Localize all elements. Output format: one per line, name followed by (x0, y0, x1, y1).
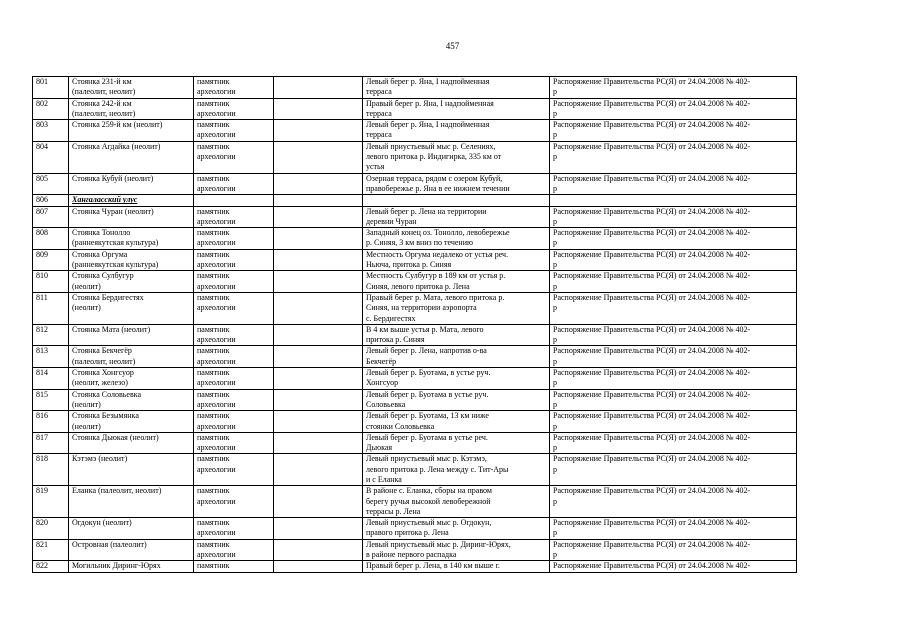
monument-type: памятник археологии (194, 368, 274, 390)
monument-type: памятник археологии (194, 206, 274, 228)
table-row (33, 346, 797, 368)
heritage-registry-table (32, 76, 797, 573)
section-title: Хангаласский улус (69, 195, 194, 206)
monument-name: Островная (палеолит) (69, 539, 194, 561)
row-number: 812 (33, 324, 69, 346)
monument-name: Стоянка Безымянка (неолит) (69, 411, 194, 433)
monument-name: Стоянка Агдайка (неолит) (69, 141, 194, 173)
monument-type: памятник археологии (194, 324, 274, 346)
monument-location: Левый берег р. Яна, I надпойменная терраса (363, 77, 550, 99)
table-row (33, 454, 797, 486)
section-header-body (33, 195, 797, 206)
monument-name: Стоянка Тонолло (раннеякутская культура) (69, 228, 194, 250)
row-number: 808 (33, 228, 69, 250)
table-row (33, 228, 797, 250)
section-empty-cell (274, 195, 363, 206)
monument-name: Стоянка Бекчегёр (палеолит, неолит) (69, 346, 194, 368)
monument-type: памятник археологии (194, 173, 274, 195)
row-number: 822 (33, 561, 69, 572)
monument-type: памятник археологии (194, 454, 274, 486)
table-row (33, 141, 797, 173)
monument-type: памятник археологии (194, 77, 274, 99)
table-row (33, 120, 797, 142)
monument-name: Стоянка 259-й км (неолит) (69, 120, 194, 142)
table-row (33, 292, 797, 324)
legal-document: Распоряжение Правительства РС(Я) от 24.04.2008 № 402- р (550, 346, 797, 368)
empty-cell (274, 411, 363, 433)
empty-cell (274, 454, 363, 486)
monument-type: памятник археологии (194, 141, 274, 173)
empty-cell (274, 292, 363, 324)
monument-location: Левый берег р. Буотама в устье руч. Соловьевка (363, 389, 550, 411)
monument-type: памятник археологии (194, 98, 274, 120)
monument-name: Стоянка Чуран (неолит) (69, 206, 194, 228)
empty-cell (274, 346, 363, 368)
section-empty-cell (550, 195, 797, 206)
legal-document: Распоряжение Правительства РС(Я) от 24.04.2008 № 402- р (550, 292, 797, 324)
row-number: 819 (33, 486, 69, 518)
empty-cell (274, 98, 363, 120)
legal-document: Распоряжение Правительства РС(Я) от 24.04.2008 № 402- р (550, 249, 797, 271)
legal-document: Распоряжение Правительства РС(Я) от 24.04.2008 № 402- р (550, 141, 797, 173)
legal-document: Распоряжение Правительства РС(Я) от 24.04.2008 № 402- р (550, 518, 797, 540)
empty-cell (274, 120, 363, 142)
monument-type: памятник археологии (194, 411, 274, 433)
monument-type: памятник археологии (194, 346, 274, 368)
row-number: 813 (33, 346, 69, 368)
table-row (33, 271, 797, 293)
empty-cell (274, 368, 363, 390)
row-number: 818 (33, 454, 69, 486)
row-number: 821 (33, 539, 69, 561)
row-number: 801 (33, 77, 69, 99)
table-row (33, 324, 797, 346)
row-number: 810 (33, 271, 69, 293)
monument-name: Стоянка Оргума (раннеякутская культура) (69, 249, 194, 271)
empty-cell (274, 271, 363, 293)
empty-cell (274, 561, 363, 572)
empty-cell (274, 324, 363, 346)
legal-document: Распоряжение Правительства РС(Я) от 24.04.2008 № 402- р (550, 98, 797, 120)
row-number: 807 (33, 206, 69, 228)
section-row-khangalassky (33, 195, 797, 206)
monument-location: В районе с. Еланка, сборы на правом берегу ручья высокой левобережной террасы р. Лена (363, 486, 550, 518)
table-body-after-section (33, 206, 797, 572)
empty-cell (274, 77, 363, 99)
monument-name: Стоянка Мата (неолит) (69, 324, 194, 346)
legal-document: Распоряжение Правительства РС(Я) от 24.04.2008 № 402- (550, 561, 797, 572)
monument-location: Местность Сулбугур в 189 км от устья р. Синяя, левого притока р. Лена (363, 271, 550, 293)
table-row (33, 411, 797, 433)
empty-cell (274, 518, 363, 540)
row-number: 804 (33, 141, 69, 173)
monument-name: Стоянка Дьюкая (неолит) (69, 432, 194, 454)
empty-cell (274, 432, 363, 454)
monument-location: Правый берег р. Лена, в 140 км выше г. (363, 561, 550, 572)
legal-document: Распоряжение Правительства РС(Я) от 24.04.2008 № 402- р (550, 539, 797, 561)
table-row (33, 432, 797, 454)
monument-location: Левый берег р. Яна, I надпойменная терраса (363, 120, 550, 142)
monument-location: Левый приустьевый мыс р. Огдокун, правого притока р. Лена (363, 518, 550, 540)
table-row (33, 561, 797, 572)
section-empty-cell (363, 195, 550, 206)
row-number: 805 (33, 173, 69, 195)
legal-document: Распоряжение Правительства РС(Я) от 24.04.2008 № 402- р (550, 228, 797, 250)
row-number: 817 (33, 432, 69, 454)
empty-cell (274, 539, 363, 561)
section-empty-cell (194, 195, 274, 206)
monument-type: памятник археологии (194, 249, 274, 271)
monument-type: памятник археологии (194, 228, 274, 250)
monument-name: Стоянка Сулбугур (неолит) (69, 271, 194, 293)
table-row (33, 249, 797, 271)
monument-location: Левый приустьевый мыс р. Селениях, левого притока р. Индигирка, 335 км от устья (363, 141, 550, 173)
monument-type: памятник археологии (194, 389, 274, 411)
table-row (33, 206, 797, 228)
legal-document: Распоряжение Правительства РС(Я) от 24.04.2008 № 402- р (550, 120, 797, 142)
legal-document: Распоряжение Правительства РС(Я) от 24.04.2008 № 402- р (550, 454, 797, 486)
monument-location: Левый берег р. Лена, напротив о-ва Бекчегёр (363, 346, 550, 368)
monument-type: памятник археологии (194, 486, 274, 518)
monument-location: Левый берег р. Буотама, в устье руч. Хонгсуор (363, 368, 550, 390)
monument-location: Левый берег р. Буотама, 13 км ниже стоянки Соловьевка (363, 411, 550, 433)
empty-cell (274, 173, 363, 195)
monument-name: Стоянка Кубуй (неолит) (69, 173, 194, 195)
row-number: 814 (33, 368, 69, 390)
table-row (33, 77, 797, 99)
monument-name: Стоянка 231-й км (палеолит, неолит) (69, 77, 194, 99)
table-row (33, 539, 797, 561)
legal-document: Распоряжение Правительства РС(Я) от 24.04.2008 № 402- р (550, 389, 797, 411)
empty-cell (274, 249, 363, 271)
table-row (33, 368, 797, 390)
legal-document: Распоряжение Правительства РС(Я) от 24.04.2008 № 402- р (550, 368, 797, 390)
legal-document: Распоряжение Правительства РС(Я) от 24.04.2008 № 402- р (550, 324, 797, 346)
legal-document: Распоряжение Правительства РС(Я) от 24.04.2008 № 402- р (550, 486, 797, 518)
row-number: 811 (33, 292, 69, 324)
legal-document: Распоряжение Правительства РС(Я) от 24.04.2008 № 402- р (550, 206, 797, 228)
legal-document: Распоряжение Правительства РС(Я) от 24.04.2008 № 402- р (550, 77, 797, 99)
monument-name: Стоянка Соловьевка (неолит) (69, 389, 194, 411)
monument-location: В 4 км выше устья р. Мата, левого притока р. Синяя (363, 324, 550, 346)
monument-name: Стоянка Бердигестях (неолит) (69, 292, 194, 324)
monument-name: Стоянка Хонгсуор (неолит, железо) (69, 368, 194, 390)
monument-name: Огдокун (неолит) (69, 518, 194, 540)
monument-location: Местность Оргума недалеко от устья реч. Ньюча, притока р. Синяя (363, 249, 550, 271)
row-number: 809 (33, 249, 69, 271)
page-number: 457 (445, 41, 460, 51)
legal-document: Распоряжение Правительства РС(Я) от 24.04.2008 № 402- р (550, 411, 797, 433)
monument-location: Левый приустьевый мыс р. Диринг-Юрях, в районе первого распадка (363, 539, 550, 561)
legal-document: Распоряжение Правительства РС(Я) от 24.04.2008 № 402- р (550, 271, 797, 293)
empty-cell (274, 141, 363, 173)
monument-type: памятник археологии (194, 539, 274, 561)
section-number: 806 (33, 195, 69, 206)
empty-cell (274, 486, 363, 518)
monument-location: Западный конец оз. Тонолло, левобережье р. Синяя, 3 км вниз по течению (363, 228, 550, 250)
monument-location: Левый приустьевый мыс р. Кэтэмэ, левого притока р. Лена между с. Тит-Ары и с Еланка (363, 454, 550, 486)
empty-cell (274, 206, 363, 228)
row-number: 803 (33, 120, 69, 142)
row-number: 820 (33, 518, 69, 540)
monument-location: Левый берег р. Лена на территории деревни Чуран (363, 206, 550, 228)
table-row (33, 389, 797, 411)
empty-cell (274, 389, 363, 411)
table-row (33, 486, 797, 518)
monument-location: Левый берег р. Буотама в устье реч. Дьюкая (363, 432, 550, 454)
monument-location: Правый берег р. Яна, I надпойменная терраса (363, 98, 550, 120)
monument-name: Кэтэмэ (неолит) (69, 454, 194, 486)
row-number: 802 (33, 98, 69, 120)
monument-location: Правый берег р. Мата, левого притока р. Синяя, на территории аэропорта с. Бердигестях (363, 292, 550, 324)
monument-location: Озерная терраса, рядом с озером Кубуй, правобережье р. Яна в ее нижнем течении (363, 173, 550, 195)
monument-type: памятник археологии (194, 271, 274, 293)
row-number: 815 (33, 389, 69, 411)
monument-type: памятник археологии (194, 120, 274, 142)
monument-name: Еланка (палеолит, неолит) (69, 486, 194, 518)
table-row (33, 173, 797, 195)
monument-name: Могильник Диринг-Юрях (69, 561, 194, 572)
monument-type: памятник (194, 561, 274, 572)
empty-cell (274, 228, 363, 250)
monument-name: Стоянка 242-й км (палеолит, неолит) (69, 98, 194, 120)
monument-type: памятник археологии (194, 518, 274, 540)
table-body-before-section (33, 77, 797, 195)
monument-type: памятник археологии (194, 292, 274, 324)
legal-document: Распоряжение Правительства РС(Я) от 24.04.2008 № 402- р (550, 432, 797, 454)
legal-document: Распоряжение Правительства РС(Я) от 24.04.2008 № 402- р (550, 173, 797, 195)
table-row (33, 518, 797, 540)
table-row (33, 98, 797, 120)
monument-type: памятник археологии (194, 432, 274, 454)
row-number: 816 (33, 411, 69, 433)
